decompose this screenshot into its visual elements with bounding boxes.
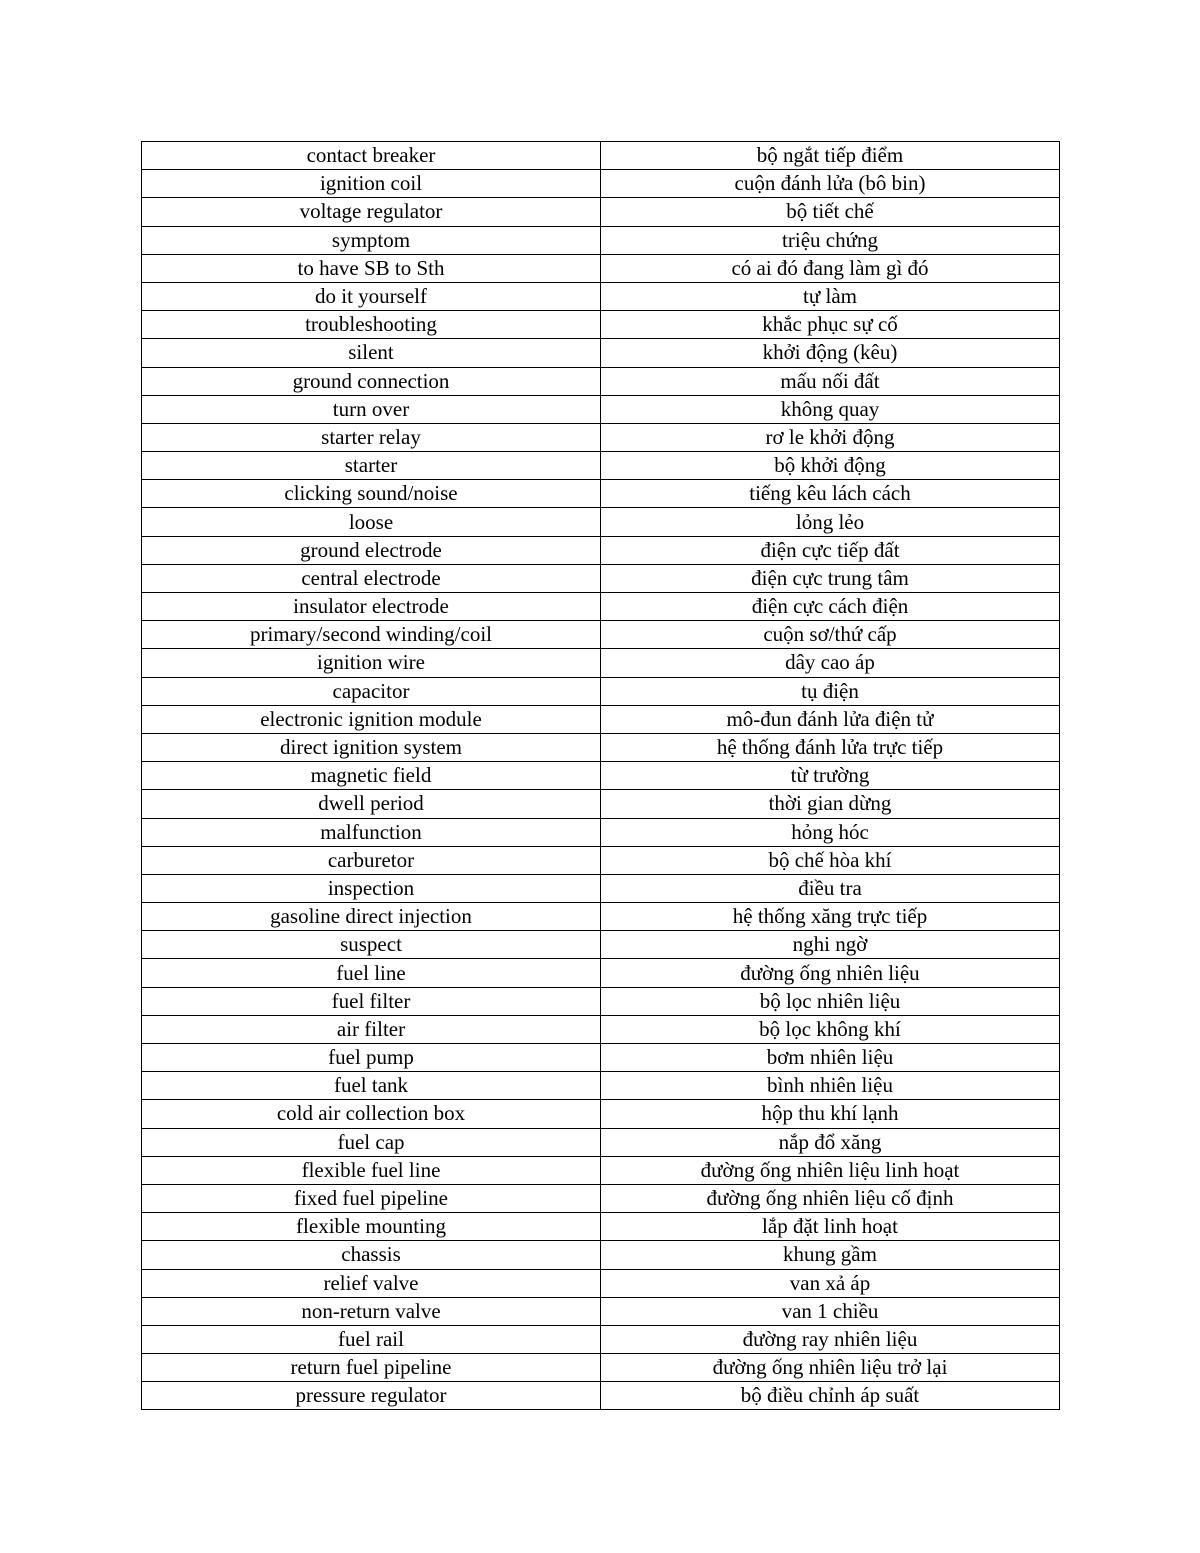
table-row [142,987,1060,1015]
vietnamese-translation-cell: khởi động (kêu) [601,339,1060,367]
table-row [142,339,1060,367]
table-row [142,931,1060,959]
table-row [142,705,1060,733]
vietnamese-translation-cell: cuộn sơ/thứ cấp [601,621,1060,649]
vietnamese-translation-cell: bộ tiết chế [601,198,1060,226]
english-term-cell: air filter [142,1015,601,1043]
vietnamese-translation-cell: nắp đổ xăng [601,1128,1060,1156]
table-row [142,649,1060,677]
english-term-cell: fuel cap [142,1128,601,1156]
vietnamese-translation-cell: có ai đó đang làm gì đó [601,254,1060,282]
english-term-cell: fuel rail [142,1325,601,1353]
table-row [142,395,1060,423]
table-row [142,423,1060,451]
vietnamese-translation-cell: đường ống nhiên liệu linh hoạt [601,1156,1060,1184]
english-term-cell: chassis [142,1241,601,1269]
vietnamese-translation-cell: điều tra [601,874,1060,902]
table-row [142,1213,1060,1241]
english-term-cell: suspect [142,931,601,959]
vietnamese-translation-cell: bơm nhiên liệu [601,1044,1060,1072]
table-row [142,1382,1060,1410]
vietnamese-translation-cell: hệ thống xăng trực tiếp [601,903,1060,931]
vietnamese-translation-cell: hộp thu khí lạnh [601,1100,1060,1128]
vietnamese-translation-cell: bộ khởi động [601,452,1060,480]
table-row [142,1241,1060,1269]
english-term-cell: carburetor [142,846,601,874]
english-term-cell: flexible mounting [142,1213,601,1241]
table-row [142,1156,1060,1184]
english-term-cell: starter [142,452,601,480]
english-term-cell: fuel filter [142,987,601,1015]
vietnamese-translation-cell: triệu chứng [601,226,1060,254]
table-row [142,1297,1060,1325]
vietnamese-translation-cell: hệ thống đánh lửa trực tiếp [601,733,1060,761]
table-row [142,874,1060,902]
table-row [142,198,1060,226]
vietnamese-translation-cell: lỏng lẻo [601,508,1060,536]
vietnamese-translation-cell: đường ray nhiên liệu [601,1325,1060,1353]
vietnamese-translation-cell: tiếng kêu lách cách [601,480,1060,508]
table-row [142,254,1060,282]
table-row [142,733,1060,761]
english-term-cell: fuel line [142,959,601,987]
table-row [142,170,1060,198]
english-term-cell: to have SB to Sth [142,254,601,282]
table-row [142,1184,1060,1212]
vietnamese-translation-cell: tụ điện [601,677,1060,705]
vietnamese-translation-cell: không quay [601,395,1060,423]
vietnamese-translation-cell: điện cực tiếp đất [601,536,1060,564]
english-term-cell: ignition wire [142,649,601,677]
english-term-cell: fixed fuel pipeline [142,1184,601,1212]
vietnamese-translation-cell: từ trường [601,762,1060,790]
vietnamese-translation-cell: lắp đặt linh hoạt [601,1213,1060,1241]
english-term-cell: voltage regulator [142,198,601,226]
vietnamese-translation-cell: thời gian dừng [601,790,1060,818]
table-row [142,959,1060,987]
vietnamese-translation-cell: nghi ngờ [601,931,1060,959]
english-term-cell: primary/second winding/coil [142,621,601,649]
vietnamese-translation-cell: van xả áp [601,1269,1060,1297]
english-term-cell: capacitor [142,677,601,705]
vietnamese-translation-cell: bình nhiên liệu [601,1072,1060,1100]
english-term-cell: malfunction [142,818,601,846]
table-row [142,677,1060,705]
vietnamese-translation-cell: đường ống nhiên liệu [601,959,1060,987]
vietnamese-translation-cell: van 1 chiều [601,1297,1060,1325]
english-term-cell: return fuel pipeline [142,1354,601,1382]
vietnamese-translation-cell: bộ điều chỉnh áp suất [601,1382,1060,1410]
table-row [142,1128,1060,1156]
vietnamese-translation-cell: đường ống nhiên liệu trở lại [601,1354,1060,1382]
english-term-cell: fuel tank [142,1072,601,1100]
table-row [142,1354,1060,1382]
table-row [142,1072,1060,1100]
english-term-cell: loose [142,508,601,536]
english-term-cell: inspection [142,874,601,902]
english-term-cell: symptom [142,226,601,254]
english-term-cell: gasoline direct injection [142,903,601,931]
table-row [142,1269,1060,1297]
english-term-cell: central electrode [142,564,601,592]
vietnamese-translation-cell: bộ chế hòa khí [601,846,1060,874]
vietnamese-translation-cell: mấu nối đất [601,367,1060,395]
table-row [142,818,1060,846]
vietnamese-translation-cell: tự làm [601,282,1060,310]
english-term-cell: ground electrode [142,536,601,564]
english-term-cell: turn over [142,395,601,423]
table-row [142,621,1060,649]
table-row [142,790,1060,818]
table-row [142,452,1060,480]
vietnamese-translation-cell: khung gầm [601,1241,1060,1269]
table-row [142,536,1060,564]
table-row [142,367,1060,395]
glossary-table [141,141,1060,1410]
english-term-cell: starter relay [142,423,601,451]
english-term-cell: magnetic field [142,762,601,790]
table-row [142,762,1060,790]
english-term-cell: ground connection [142,367,601,395]
vietnamese-translation-cell: mô-đun đánh lửa điện tử [601,705,1060,733]
table-row [142,846,1060,874]
english-term-cell: ignition coil [142,170,601,198]
vietnamese-translation-cell: bộ ngắt tiếp điểm [601,142,1060,170]
english-term-cell: do it yourself [142,282,601,310]
english-term-cell: non-return valve [142,1297,601,1325]
table-row [142,1015,1060,1043]
table-row [142,508,1060,536]
vietnamese-translation-cell: rơ le khởi động [601,423,1060,451]
table-row [142,142,1060,170]
table-row [142,282,1060,310]
english-term-cell: insulator electrode [142,593,601,621]
english-term-cell: fuel pump [142,1044,601,1072]
english-term-cell: dwell period [142,790,601,818]
table-row [142,903,1060,931]
english-term-cell: relief valve [142,1269,601,1297]
vietnamese-translation-cell: đường ống nhiên liệu cố định [601,1184,1060,1212]
table-row [142,226,1060,254]
english-term-cell: silent [142,339,601,367]
table-row [142,564,1060,592]
english-term-cell: contact breaker [142,142,601,170]
english-term-cell: electronic ignition module [142,705,601,733]
table-row [142,311,1060,339]
english-term-cell: troubleshooting [142,311,601,339]
english-term-cell: clicking sound/noise [142,480,601,508]
table-row [142,593,1060,621]
table-row [142,1100,1060,1128]
table-row [142,1325,1060,1353]
vietnamese-translation-cell: khắc phục sự cố [601,311,1060,339]
vietnamese-translation-cell: cuộn đánh lửa (bô bin) [601,170,1060,198]
english-term-cell: cold air collection box [142,1100,601,1128]
table-row [142,1044,1060,1072]
english-term-cell: flexible fuel line [142,1156,601,1184]
vietnamese-translation-cell: điện cực cách điện [601,593,1060,621]
english-term-cell: direct ignition system [142,733,601,761]
vietnamese-translation-cell: bộ lọc nhiên liệu [601,987,1060,1015]
english-term-cell: pressure regulator [142,1382,601,1410]
vietnamese-translation-cell: dây cao áp [601,649,1060,677]
table-row [142,480,1060,508]
vietnamese-translation-cell: hỏng hóc [601,818,1060,846]
vietnamese-translation-cell: điện cực trung tâm [601,564,1060,592]
vietnamese-translation-cell: bộ lọc không khí [601,1015,1060,1043]
glossary-table-body [142,142,1060,1410]
